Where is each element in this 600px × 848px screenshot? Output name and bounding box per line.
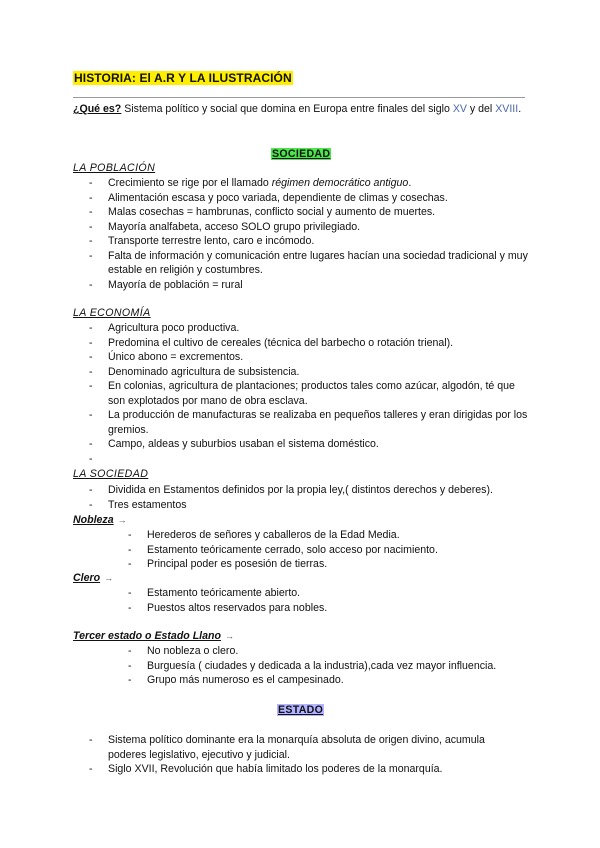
la-sociedad-list (89, 483, 529, 512)
title-divider (73, 97, 525, 98)
dash-icon: - (89, 734, 93, 746)
intro-text-mid: y del (466, 103, 496, 115)
list-item-text: Puestos altos reservados para nobles. (147, 601, 328, 614)
list-item-text: Predomina el cultivo de cereales (técnica del barbecho o rotación trienal). (108, 336, 454, 349)
dash-icon: - (128, 645, 132, 657)
dash-icon: - (89, 220, 93, 233)
economia-list (89, 321, 529, 465)
dash-icon: - (128, 674, 132, 686)
dash-icon: - (89, 409, 93, 421)
dash-icon: - (89, 278, 93, 291)
list-item-text: Estamento teóricamente abierto. (147, 587, 301, 599)
list-item-text: En colonias, agricultura de plantaciones; productos tales como azúcar, algodón, té que son explotados por mano de obra esclava. (108, 380, 515, 407)
list-item-text: Malas cosechas = hambrunas, conflicto social y aumento de muertes. (108, 206, 436, 218)
dash-icon: - (128, 529, 132, 541)
dash-icon: - (89, 452, 93, 465)
intro-text-after: . (518, 103, 522, 115)
list-item-text: Alimentación escasa y poco variada, dependiente de climas y cosechas. (108, 191, 448, 204)
dash-icon: - (89, 438, 93, 450)
clero-list (128, 586, 528, 615)
estado-heading: ESTADO (278, 704, 324, 716)
list-item-text: Tres estamentos (108, 498, 187, 511)
dash-icon: - (89, 177, 93, 189)
list-item-text: Campo, aldeas y suburbios usaban el sistema doméstico. (108, 438, 379, 450)
list-item (128, 601, 528, 616)
la-sociedad-title: LA SOCIEDAD (73, 468, 149, 480)
document-title: HISTORIA: El A.R Y LA ILUSTRACIÓN (74, 71, 292, 85)
sociedad-heading: SOCIEDAD (272, 148, 331, 160)
list-item (89, 234, 529, 249)
list-item-italic: régimen democrático antiguo (271, 177, 409, 189)
intro-paragraph (73, 102, 525, 117)
economia-title: LA ECONOMÍA (73, 307, 151, 319)
list-item (128, 586, 528, 601)
dash-icon: - (89, 249, 93, 262)
list-item (89, 437, 529, 452)
list-item (89, 379, 529, 408)
list-item-text: La producción de manufacturas se realizaba en pequeños talleres y eran dirigidas por los gremios. (108, 409, 528, 436)
list-item (128, 644, 528, 659)
clero-label-row (73, 572, 113, 584)
list-item-text: Mayoría analfabeta, acceso SOLO grupo privilegiado. (108, 220, 361, 233)
list-item (128, 673, 528, 688)
intro-century-end: XVIII (495, 103, 519, 115)
nobleza-label: Nobleza (73, 514, 114, 526)
list-item-text: Sistema político dominante era la monarquía absoluta de origen divino, acumula poderes legislativo, ejecutivo y judicial. (108, 734, 485, 761)
list-item-text: Transporte terrestre lento, caro e incómodo. (108, 235, 315, 247)
list-item-text: Estamento teóricamente cerrado, solo acceso por nacimiento. (147, 543, 438, 556)
clero-label: Clero (73, 572, 101, 584)
list-item (89, 350, 529, 365)
list-item (128, 543, 528, 558)
list-item (89, 365, 529, 380)
dash-icon: - (89, 322, 93, 334)
list-item (89, 191, 529, 206)
list-item (89, 336, 529, 351)
estado-list (89, 733, 519, 777)
tercer-label-row (73, 630, 234, 642)
dash-icon: - (89, 380, 93, 392)
dash-icon: - (128, 558, 132, 570)
list-item-text: Falta de información y comunicación entre lugares hacían una sociedad tradicional y muy estable en religión y costumbres. (108, 249, 528, 276)
list-item (128, 659, 528, 674)
intro-century-start: XV (452, 103, 467, 115)
dash-icon: - (128, 587, 132, 599)
list-item-text: . (408, 177, 412, 189)
list-item (128, 528, 528, 543)
list-item-text: Denominado agricultura de subsistencia. (108, 365, 300, 378)
arrow-icon: → (117, 515, 127, 525)
list-item-text: No nobleza o clero. (147, 645, 239, 657)
intro-question: ¿Qué es? (73, 103, 122, 115)
dash-icon: - (89, 336, 93, 349)
list-item-text: Mayoría de población = rural (108, 278, 243, 291)
tercer-list (128, 644, 528, 688)
tercer-label: Tercer estado o Estado Llano (73, 630, 221, 642)
list-item (89, 498, 529, 513)
list-item-text: Crecimiento se rige por el llamado (108, 177, 272, 189)
dash-icon: - (128, 601, 132, 614)
dash-icon: - (89, 484, 93, 496)
dash-icon: - (89, 498, 93, 511)
list-item-text: Principal poder es posesión de tierras. (147, 558, 328, 570)
dash-icon: - (128, 659, 132, 672)
list-item-text: Dividida en Estamentos definidos por la propia ley,( distintos derechos y deberes). (108, 484, 493, 496)
list-item (128, 557, 528, 572)
poblacion-list (89, 176, 529, 292)
dash-icon: - (89, 191, 93, 204)
dash-icon: - (89, 206, 93, 218)
dash-icon: - (89, 235, 93, 247)
intro-text-before: Sistema político y social que domina en Europa entre finales del siglo (121, 103, 453, 115)
list-item (89, 220, 529, 235)
poblacion-title: LA POBLACIÓN (73, 162, 156, 174)
list-item-text: Único abono = excrementos. (108, 351, 244, 363)
list-item (89, 205, 529, 220)
list-item-text: Burguesía ( ciudades y dedicada a la industria),cada vez mayor influencia. (147, 659, 497, 672)
list-item (89, 321, 529, 336)
list-item (89, 762, 519, 777)
list-item (89, 483, 529, 498)
dash-icon: - (89, 365, 93, 378)
list-item (89, 176, 529, 191)
list-item-text: Siglo XVII, Revolución que había limitado los poderes de la monarquía. (108, 763, 443, 775)
dash-icon: - (89, 351, 93, 363)
list-item (89, 408, 529, 437)
list-item-text: Herederos de señores y caballeros de la Edad Media. (147, 529, 400, 541)
list-item (89, 278, 529, 293)
nobleza-label-row (73, 514, 127, 526)
list-item (89, 733, 519, 762)
dash-icon: - (128, 543, 132, 556)
list-item-text: Grupo más numeroso es el campesinado. (147, 674, 344, 686)
dash-icon: - (89, 763, 93, 775)
list-item (89, 249, 529, 278)
arrow-icon: → (224, 631, 234, 641)
list-item-text: Agricultura poco productiva. (108, 322, 240, 334)
nobleza-list (128, 528, 528, 572)
arrow-icon: → (104, 573, 114, 583)
